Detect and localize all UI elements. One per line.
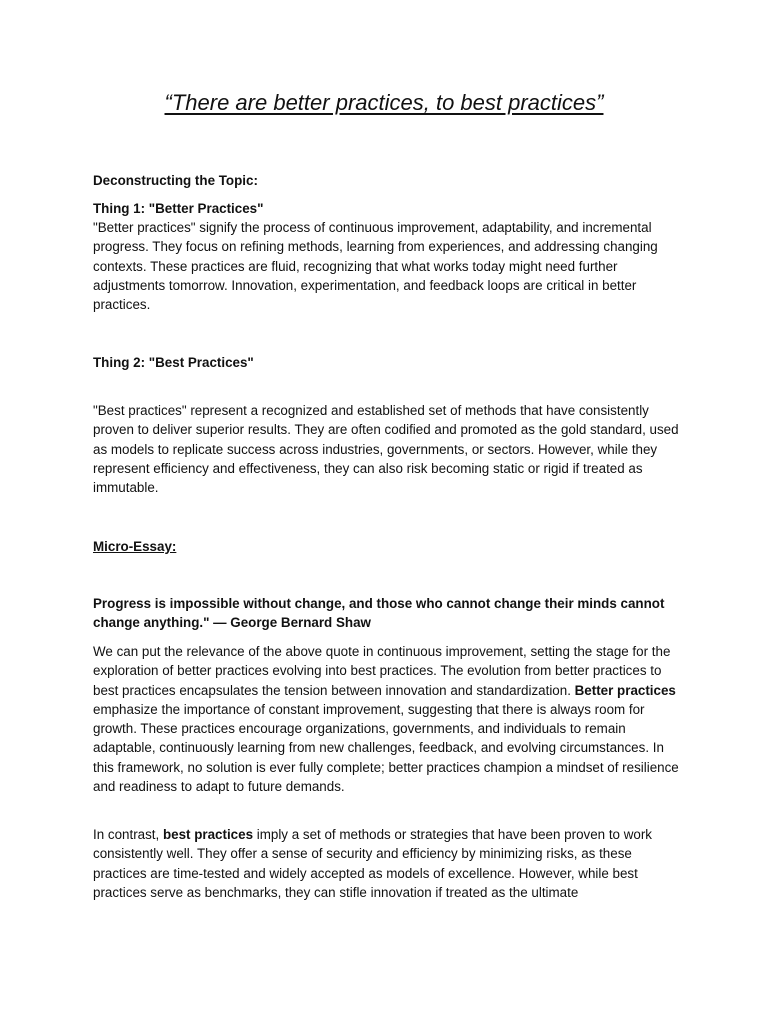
para1-bold-term: Better practices xyxy=(574,682,676,698)
thing2-heading: Thing 2: "Best Practices" xyxy=(93,355,254,370)
micro-essay-heading: Micro-Essay: xyxy=(93,539,177,554)
shaw-quote: Progress is impossible without change, and those who cannot change their minds cannot change anything." — George Bernard Shaw xyxy=(93,596,665,631)
document-title xyxy=(0,88,768,118)
para2-text-b: imply a set of methods or strategies that have been proven to work consistently well. They offer a sense of security and efficiency by minimizing risks, as these practices are time-tested and widely accepted as models of excellence. However, while best practices serve as benchmarks, they can stifle innovation if treated as the ultimate xyxy=(93,827,652,900)
thing2-body: "Best practices" represent a recognized and established set of methods that have consistently proven to deliver superior results. They are often codified and promoted as the gold standard, used as models to replicate success across industries, governments, or sectors. However, while they represent efficiency and effectiveness, they can also risk becoming static or rigid if treated as immutable. xyxy=(93,403,679,496)
para1-text-a: We can put the relevance of the above quote in continuous improvement, setting the stage for the exploration of better practices evolving into best practices. The evolution from better practices to best practices encapsulates the tension between innovation and standardization. xyxy=(93,644,671,698)
para1-text-b: emphasize the importance of constant improvement, suggesting that there is always room for growth. These practices encourage organizations, governments, and individuals to remain adaptable, continuously learning from new challenges, feedback, and evolving circumstances. In this framework, no solution is ever fully complete; better practices champion a mindset of resilience and readiness to adapt to future demands. xyxy=(93,701,679,795)
essay-paragraph-2 xyxy=(93,825,683,902)
para2-bold-term: best practices xyxy=(162,827,254,842)
essay-paragraph-1 xyxy=(93,642,683,796)
thing1-body: "Better practices" signify the process of continuous improvement, adaptability, and incremental progress. They focus on refining methods, learning from experiences, and addressing changing contexts. These practices are fluid, recognizing that what works today might need further adjustments tomorrow. Innovation, experimentation, and feedback loops are critical in better practices. xyxy=(93,220,658,313)
document-title-text: “There are better practices, to best practices” xyxy=(164,90,604,115)
deconstructing-heading: Deconstructing the Topic: xyxy=(93,173,258,188)
para2-text-a: In contrast, xyxy=(93,827,163,842)
thing1-heading: Thing 1: "Better Practices" xyxy=(93,201,264,216)
